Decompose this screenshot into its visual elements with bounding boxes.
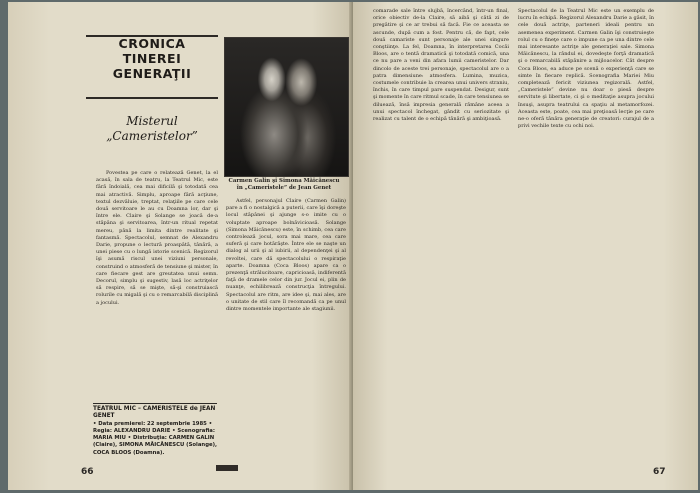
- credits-rule: [93, 403, 217, 404]
- credits-box: [93, 406, 217, 457]
- section-title-block: [88, 36, 216, 81]
- end-mark: [216, 465, 238, 471]
- magazine-spread: [8, 2, 698, 490]
- page-number-right: 67: [653, 467, 666, 477]
- credits-body: • Data premierei: 22 septembrie 1985 • Regia: ALEXANDRU DARIE • Scenografia: MARIA MIU • Distribuţia: CARMEN GALIN (Claire), SIMONA MĂICĂNESCU (Solange), COCA BLOOS (Doamna).: [93, 420, 218, 456]
- right-column-1: comarade sale între slujbă, încercând, într-un final, orice obiectiv de-la Claire, să aibă şi câtă zi de pregătire şi ce ar trebui să facă. Fie ce aceasta se ascunde, după cum a fost. Pentru că, de fapt, cele două camariste sunt personaje ale unei singure conştiinţe. La fel, Doamna, în interpretarea Cocăi Bloos, are o tentă dramatică şi totodată comică, una ce nu pare a veni din afara lumii cameristelor. Dar dincolo de aceste trei personaje, spectacolul are o a patra dimensiune: atmosfera. Lumina, muzica, costumele contribuie la crearea unui univers straniu, închis, în care timpul pare suspendat. Desigur, sunt şi momente în care ritmul scade, în care tensiunea se diluează, însă impresia generală rămâne aceea a unui spectacol închegat, gândit cu seriozitate şi realizat cu talent de o echipă tânără şi ambiţioasă.: [373, 8, 509, 123]
- left-column-2: Astfel, personajul Claire (Carmen Galin) pare a fi o nostalgică a puterii, care îşi doreşte locul stăpânei şi ajunge s-o imite cu o voluptate aproape bolnăvicioasă. Solange (Simona Măicănescu) este, în schimb, cea care controlează jocul, sora mai mare, cea care suferă şi care hotărăşte. Între ele se naşte un dialog al urii şi al iubirii, al dependenţei şi al revoltei, care dă spectacolului o respiraţie aparte. Doamna (Coca Bloos) apare ca o prezenţă strălucitoare, capricioasă, indiferentă faţă de dramele celor din jur. Jocul ei, plin de nuanţe, echilibrează construcţia întregului. Spectacolul are ritm, are idee şi, mai ales, are o unitate de stil care îl recomandă ca pe unul dintre momentele importante ale stagiunii.: [226, 198, 346, 313]
- title-bottom-rule: [86, 97, 218, 99]
- right-page: [353, 2, 698, 490]
- photo-caption: Carmen Galin şi Simona Măicănescu în „Cameristele” de Jean Genet: [228, 178, 340, 191]
- credits-heading: TEATRUL MIC – CAMERISTELE de JEAN GENET: [93, 406, 216, 420]
- stage-photo: [224, 37, 349, 177]
- page-number-left: 66: [81, 467, 94, 477]
- article-title: Misterul „Cameristelor”: [106, 114, 198, 143]
- left-page: [8, 2, 353, 490]
- left-column-1: Povestea pe care o relatează Genet, la el acasă, în sala de teatru, la Teatrul Mic, este fără îndoială, cea mai dificilă şi totodată cea mai atractivă. Simplu, aproape fără acţiune, textul dezvăluie, treptat, relaţiile pe care cele două servitoare le au cu Doamna lor, dar şi între ele. Claire şi Solange se joacă de-a stăpâna şi servitoarea, într-un ritual repetat mereu, până la limita dintre realitate şi fantasmă. Spectacolul, semnat de Alexandru Darie, propune o lectură proaspătă, tânără, a unei piese cu o lungă istorie scenică. Regizorul îşi asumă riscul unei viziuni personale, construind o atmosferă de tensiune şi mister, în care fiecare gest are greutatea unui semn. Decorul, simplu şi sugestiv, lasă loc actriţelor să respire, să se mişte, să-şi construiască rolurile cu migală şi cu o remarcabilă disciplină a jocului.: [96, 170, 218, 306]
- section-title: CRONICA TINEREI GENERAŢII: [112, 36, 192, 81]
- right-column-2: Spectacolul de la Teatrul Mic este un exemplu de lucru în echipă. Regizorul Alexandru Darie a găsit, în cele două actriţe, parteneri ideali pentru un asemenea experiment. Carmen Galin îşi construieşte rolul cu o fineţe care o impune ca pe una dintre cele mai interesante actriţe ale generaţiei sale. Simona Măicănescu, la rândul ei, dovedeşte forţă dramatică şi o remarcabilă stăpânire a mijloacelor. Cât despre Coca Bloos, ea aduce pe scenă o experienţă care se simte în fiecare replică. Scenografia Mariei Miu completează fericit viziunea regizorală. Astfel, „Cameristele” devine nu doar o piesă despre servitute şi libertate, ci şi o meditaţie asupra jocului însuşi, asupra teatrului ca spaţiu al metamorfozei. Aceasta este, poate, cea mai preţioasă lecţie pe care ne-o oferă tânăra generaţie de creatori: curajul de a privi vechile texte cu ochi noi.: [518, 8, 654, 130]
